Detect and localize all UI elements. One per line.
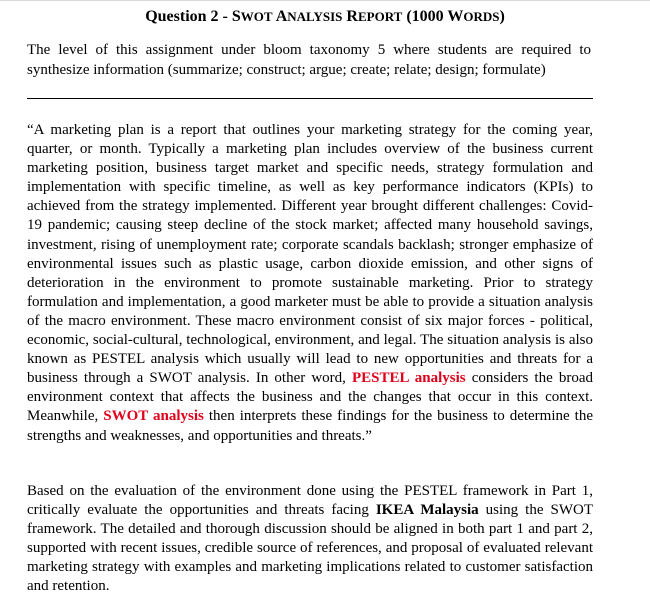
intro-paragraph: The level of this assignment under bloom taxonomy 5 where students are required to synthesize information (summarize; construct; argue; create; relate; design; formulate) [27, 42, 591, 78]
title-nalysis: NALYSIS [287, 9, 343, 24]
title-ords: ORDS [463, 9, 500, 24]
title-paren-open: (1000 [406, 8, 448, 25]
title-eport: EPORT [357, 9, 403, 24]
task-text-2: using the SWOT framework. The detailed and thorough discussion should be aligned in both part 1 and part 2, supported with recent issues, credible source of references, and proposal of evaluated relevant marketing strategy with examples and marketing implications related to customer satisfaction and retention. [27, 502, 593, 595]
title-s: S [231, 8, 241, 25]
section-divider [27, 98, 593, 99]
title-prefix: Question 2 - [145, 8, 232, 25]
question-title [0, 7, 650, 27]
title-a: A [275, 8, 288, 25]
title-w: W [447, 8, 464, 25]
quote-text-1: “A marketing plan is a report that outlines your marketing strategy for the coming year, quarter, or month. Typically a marketing plan includes overview of the business current marketing position, business target market and specific needs, strategy formulation and implementation with specific timeline, as well as key performance indicators (KPIs) to achieved from the strategy implemented. Different year brought different challenges: Covid-19 pandemic; causing steep decline of the stock market; affected many household savings, investment, rising of unemployment rate; corporate scandals backlash; stronger emphasize of environmental issues such as plastic usage, carbon dioxide emission, and other signs of deterioration in the environment to promote sustainable marketing. Prior to strategy formulation and implementation, a good marketer must be able to provide a situation analysis of the macro environment. These macro environment consist of six major forces - political, economic, social-cultural, technological, environment, and legal. The situation analysis is also known as PESTEL analysis which usually will lead to new opportunities and threats for a business through a SWOT analysis. In other word, [27, 122, 593, 387]
company-name: IKEA Malaysia [375, 502, 479, 519]
task-paragraph [27, 482, 593, 597]
quote-text-3: then interprets these findings for the business to determine the strengths and weaknesses, and opportunities and threats.” [27, 408, 593, 444]
pestel-highlight: PESTEL analysis [351, 370, 466, 387]
swot-highlight: SWOT analysis [103, 408, 204, 425]
quote-text-2: considers the broad environment context that affects the business and the changes that occur in this context. Meanwhile, [27, 370, 593, 425]
top-border [0, 0, 650, 1]
title-r: R [346, 8, 358, 25]
quote-paragraph [27, 121, 593, 446]
title-wot: WOT [240, 9, 273, 24]
title-paren-close: ) [499, 8, 505, 25]
task-text-1: Based on the evaluation of the environment done using the PESTEL framework in Part 1, critically evaluate the opportunities and threats facing [27, 483, 593, 519]
